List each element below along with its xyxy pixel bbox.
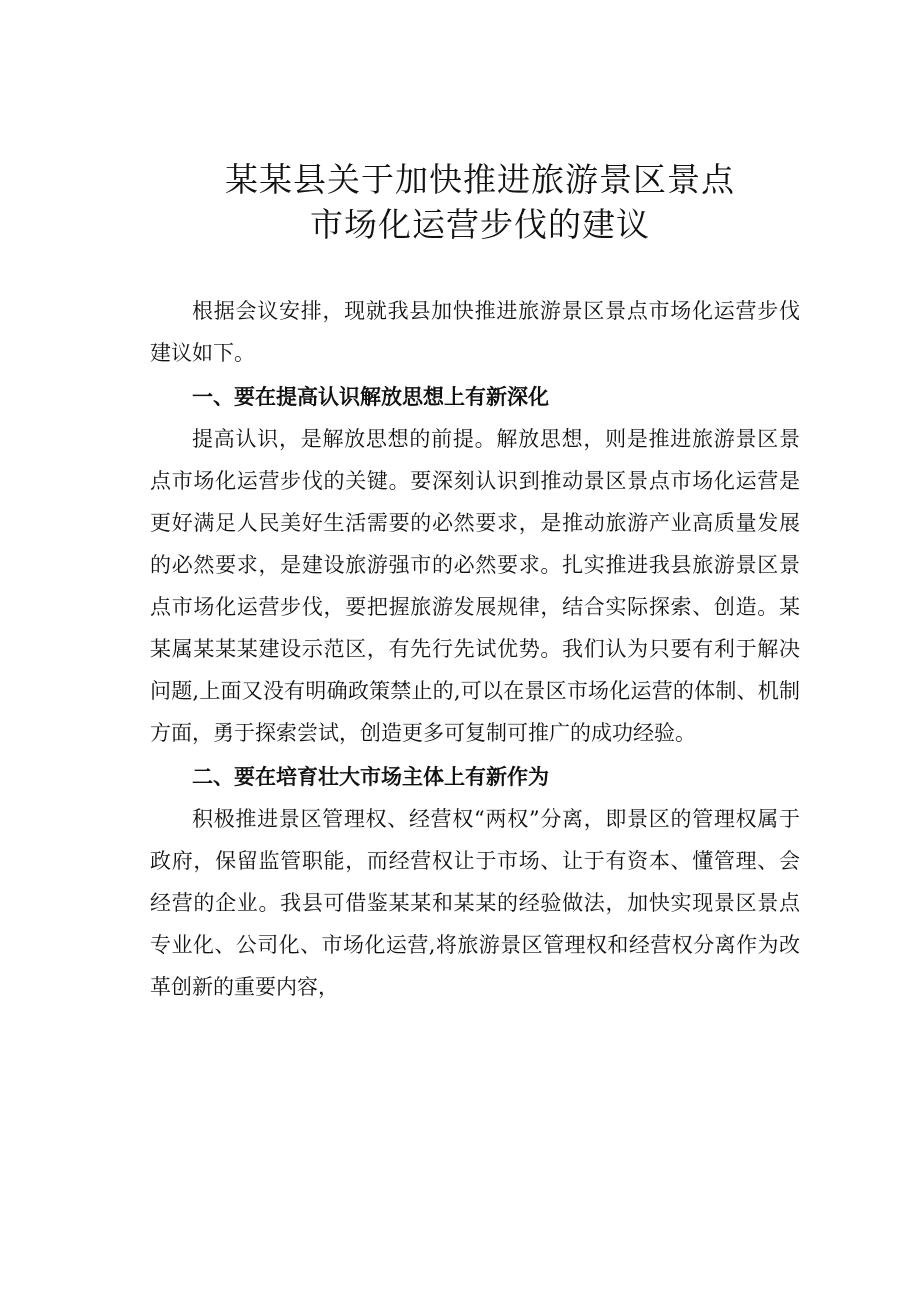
intro-paragraph: 根据会议安排，现就我县加快推进旅游景区景点市场化运营步伐建议如下。: [150, 299, 800, 365]
document-title-line-2: 市场化运营步伐的建议: [310, 205, 650, 244]
section-2-paragraph: 积极推进景区管理权、经营权“两权”分离，即景区的管理权属于政府，保留监管职能，而经营权让于市场、让于有资本、懂管理、会经营的企业。我县可借鉴某某和某某的经验做法，加快实现景区景点专业化、公司化、市场化运营,将旅游景区管理权和经营权分离作为改革创新的重要内容，: [150, 807, 800, 999]
section-2-heading: 二、要在培育壮大市场主体上有新作为: [192, 765, 549, 789]
section-1-paragraph: 提高认识，是解放思想的前提。解放思想，则是推进旅游景区景点市场化运营步伐的关键。要深刻认识到推动景区景点市场化运营是更好满足人民美好生活需要的必然要求，是推动旅游产业高质量发展的必然要求，是建设旅游强市的必然要求。扎实推进我县旅游景区景点市场化运营步伐，要把握旅游发展规律，结合实际探索、创造。某某属某某某建设示范区，有先行先试优势。我们认为只要有利于解决问题,上面又没有明确政策禁止的,可以在景区市场化运营的体制、机制方面，勇于探索尝试，创造更多可复制可推广的成功经验。: [150, 427, 800, 745]
section-1-heading: 一、要在提高认识解放思想上有新深化: [192, 385, 549, 409]
document-body: [150, 290, 800, 1008]
document-title-line-1: 某某县关于加快推进旅游景区景点: [225, 160, 735, 199]
